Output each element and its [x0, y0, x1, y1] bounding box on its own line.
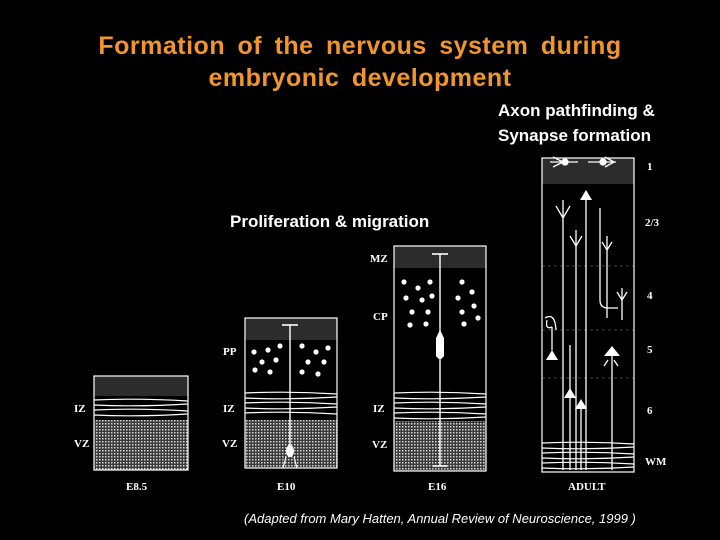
adult-wm-fibers [542, 442, 634, 469]
e10-iz-label: IZ [223, 403, 235, 415]
adult-stage-label: ADULT [568, 481, 606, 493]
e10-vz-label: VZ [222, 438, 238, 450]
adult-cortex [542, 184, 634, 440]
e85-top-band [94, 376, 188, 396]
e16-mz-label: MZ [370, 253, 388, 265]
adult-layer-label: 5 [647, 344, 653, 356]
e85-iz-label: IZ [74, 403, 86, 415]
stage-e16 [370, 246, 486, 493]
proliferation-migration-heading: Proliferation & migration [230, 212, 430, 231]
e16-iz-label: IZ [373, 403, 385, 415]
adult-layer-label: 4 [647, 290, 653, 302]
e16-cp-label: CP [373, 311, 388, 323]
e10-vz-layer [245, 420, 337, 468]
adult-layer-label: 1 [647, 161, 653, 173]
e85-stage-label: E8.5 [126, 481, 148, 493]
title-line-2: embryonic development [208, 64, 512, 92]
title-line-1: Formation of the nervous system during [98, 32, 622, 60]
e85-vz-layer [94, 420, 188, 470]
adult-layer-label: 2/3 [645, 217, 660, 229]
stage-adult [542, 157, 667, 493]
stage-e10 [222, 318, 337, 493]
e16-vz-label: VZ [372, 439, 388, 451]
e10-pp-label: PP [223, 346, 237, 358]
e85-vz-label: VZ [74, 438, 90, 450]
subtitle-line-1: Axon pathfinding & [498, 101, 655, 120]
e10-top-band [245, 318, 337, 340]
adult-layer-label: WM [645, 456, 667, 468]
e10-stage-label: E10 [277, 481, 296, 493]
citation: (Adapted from Mary Hatten, Annual Review of Neuroscience, 1999 ) [244, 511, 636, 526]
e16-stage-label: E16 [428, 481, 447, 493]
subtitle-line-2: Synapse formation [498, 126, 652, 145]
stage-e85 [74, 376, 188, 493]
adult-layer-label: 6 [647, 405, 653, 417]
